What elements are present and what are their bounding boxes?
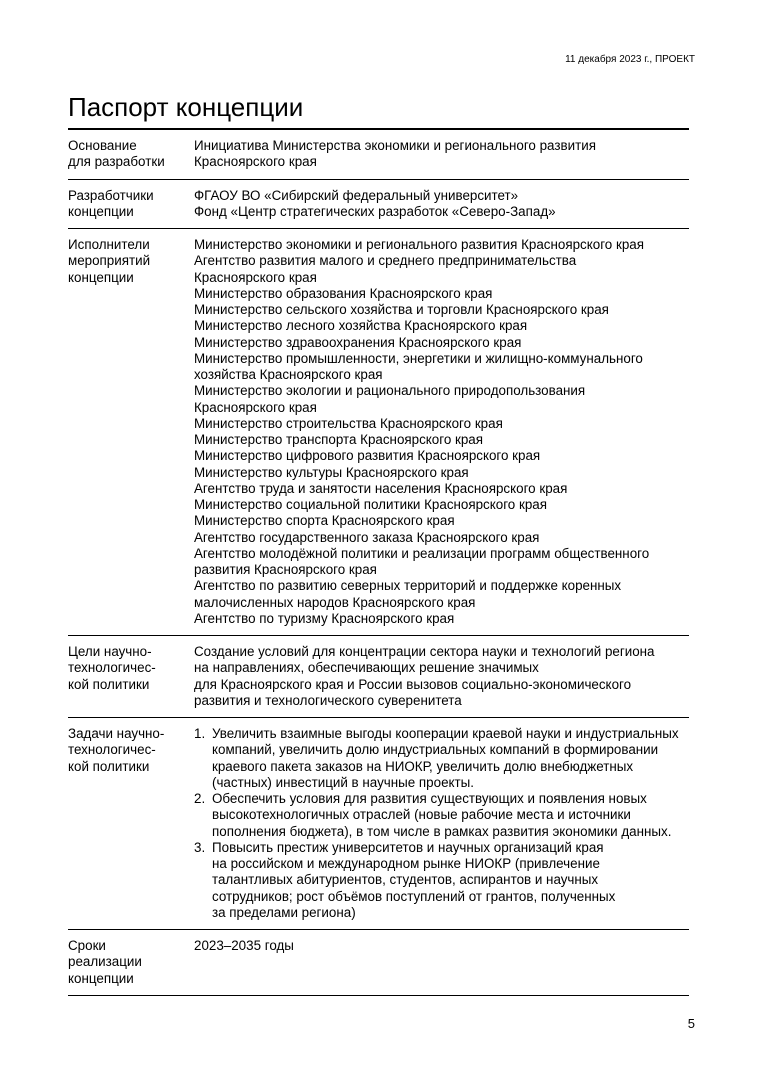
executor-line: Красноярского края: [194, 269, 317, 285]
value-line: Создание условий для концентрации сектора науки и технологий региона: [194, 644, 655, 659]
label-line: концепции: [68, 970, 134, 986]
row-goals-label: [68, 636, 194, 718]
executor-line: хозяйства Красноярского края: [194, 367, 383, 382]
task-line: талантливых абитуриентов, студентов, аспирантов и научных: [212, 872, 599, 888]
list-item-number: 3.: [194, 839, 206, 855]
task-line: сотрудников; рост объёмов поступлений от грантов, полученных: [212, 888, 616, 904]
row-basis-label: [68, 129, 194, 179]
executor-line: Министерство здравоохранения Красноярского края: [194, 334, 522, 350]
label-line: Задачи научно-: [68, 726, 165, 741]
list-item-number: 2.: [194, 791, 206, 806]
executor-line: малочисленных народов Красноярского края: [194, 594, 476, 610]
row-executors: [68, 229, 689, 636]
executor-line: Агентство молодёжной политики и реализации программ общественного: [194, 545, 650, 561]
row-terms-value: [194, 930, 689, 996]
task-line: Обеспечить условия для развития существующих и появления новых: [212, 791, 647, 806]
executor-line: Агентство по развитию северных территорий и поддержке коренных: [194, 578, 622, 594]
label-line: для разработки: [68, 154, 165, 170]
label-line: Исполнители: [68, 237, 150, 252]
value-line: 2023–2035 годы: [194, 938, 294, 953]
executor-line: Агентство по туризму Красноярского края: [194, 610, 455, 626]
value-line: для Красноярского края и России вызовов социально-экономического: [194, 676, 632, 692]
row-executors-label: [68, 229, 194, 636]
task-line: на российском и международном рынке НИОКР (привлечение: [212, 856, 600, 871]
executor-line: Агентство государственного заказа Красноярского края: [194, 529, 540, 545]
executor-line: Министерство строительства Красноярского края: [194, 415, 503, 431]
row-terms-label: [68, 930, 194, 996]
executor-line: развития Красноярского края: [194, 562, 377, 577]
executor-line: Министерство социальной политики Красноярского края: [194, 497, 547, 512]
row-tasks-label: [68, 718, 194, 930]
executor-line: Министерство спорта Красноярского края: [194, 513, 455, 529]
task-line: (частных) инвестиций в научные проекты.: [212, 774, 475, 790]
row-executors-value: [194, 229, 689, 636]
row-developers-value: [194, 179, 689, 229]
task-line: краевого пакета заказов на НИОКР, увеличить долю внебюджетных: [212, 758, 634, 774]
task-line: Увеличить взаимные выгоды кооперации краевой науки и индустриальных: [212, 726, 679, 741]
executor-line: Министерство сельского хозяйства и торговли Красноярского края: [194, 302, 609, 317]
label-line: кой политики: [68, 676, 150, 692]
executor-line: Агентство развития малого и среднего предпринимательства: [194, 253, 577, 269]
row-tasks: [68, 718, 689, 930]
executor-line: Министерство образования Красноярского края: [194, 285, 493, 301]
task-line: компаний, увеличить долю индустриальных компаний в формировании: [212, 742, 659, 758]
row-basis-value: [194, 129, 689, 179]
executor-line: Министерство цифрового развития Красноярского края: [194, 448, 541, 464]
tasks-list: [194, 726, 689, 921]
label-line: концепции: [68, 203, 134, 219]
list-item: [194, 840, 689, 921]
executor-line: Министерство культуры Красноярского края: [194, 464, 469, 480]
label-line: Разработчики: [68, 187, 154, 203]
label-line: Основание: [68, 138, 137, 153]
task-line: Повысить престиж университетов и научных организаций края: [212, 839, 604, 855]
page-number: 5: [687, 1016, 695, 1031]
value-line: на направлениях, обеспечивающих решение значимых: [194, 660, 539, 676]
label-line: реализации: [68, 954, 142, 970]
page-title: Паспорт концепции: [68, 92, 304, 122]
task-line: пополнения бюджета), в том числе в рамках развития экономики данных.: [212, 823, 672, 839]
value-line: Красноярского края: [194, 154, 317, 170]
value-line: Фонд «Центр стратегических разработок «Северо-Запад»: [194, 203, 556, 219]
executor-line: Министерство экономики и регионального развития Красноярского края: [194, 237, 644, 252]
executor-line: Министерство лесного хозяйства Красноярского края: [194, 318, 528, 334]
concept-passport-table: [68, 128, 689, 996]
executor-line: Агентство труда и занятости населения Красноярского края: [194, 480, 568, 496]
row-terms: [68, 930, 689, 996]
task-line: за пределами региона): [212, 904, 356, 920]
value-line: развития и технологического суверенитета: [194, 692, 462, 708]
executor-line: Красноярского края: [194, 399, 317, 415]
executor-line: Министерство экологии и рационального природопользования: [194, 383, 586, 399]
label-line: концепции: [68, 269, 134, 285]
list-item: [194, 791, 689, 840]
executor-line: Министерство транспорта Красноярского края: [194, 432, 484, 447]
task-line: высокотехнологичных отраслей (новые рабочие места и источники: [212, 807, 631, 823]
label-line: Сроки: [68, 938, 106, 953]
row-goals: [68, 636, 689, 718]
header-date-status: 11 декабря 2023 г., ПРОЕКТ: [565, 54, 695, 65]
value-line: ФГАОУ ВО «Сибирский федеральный университет»: [194, 187, 519, 203]
row-goals-value: [194, 636, 689, 718]
label-line: Цели научно-: [68, 644, 152, 659]
row-developers: [68, 179, 689, 229]
label-line: технологичес-: [68, 742, 156, 758]
executor-line: Министерство промышленности, энергетики и жилищно-коммунального: [194, 350, 643, 366]
list-item-number: 1.: [194, 726, 206, 741]
row-basis: [68, 129, 689, 179]
value-line: Инициатива Министерства экономики и регионального развития: [194, 138, 596, 153]
label-line: мероприятий: [68, 253, 151, 269]
label-line: кой политики: [68, 758, 150, 774]
row-developers-label: [68, 179, 194, 229]
list-item: [194, 726, 689, 791]
label-line: технологичес-: [68, 660, 156, 676]
row-tasks-value: [194, 718, 689, 930]
